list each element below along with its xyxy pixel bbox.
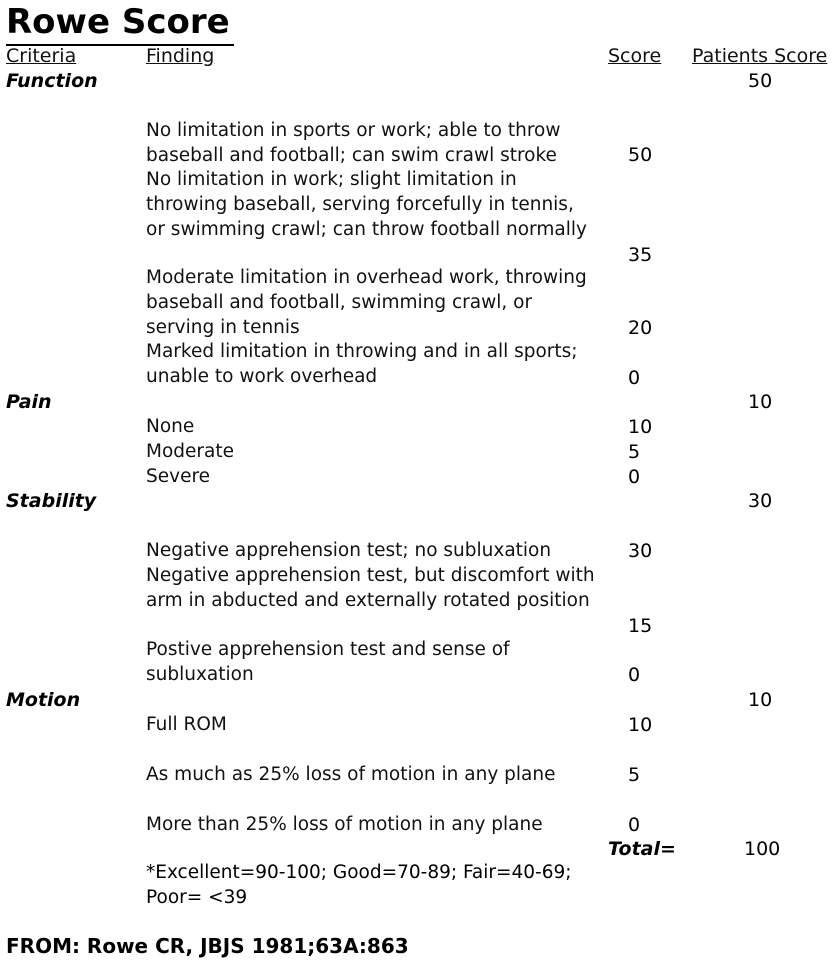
grading-note: *Excellent=90-100; Good=70-89; Fair=40-69; Poor= <39 xyxy=(146,862,572,908)
finding-stability-1: Negative apprehension test; no subluxation xyxy=(146,540,552,561)
score-motion-2: 5 xyxy=(628,764,641,786)
finding-motion-1: Full ROM xyxy=(146,714,227,735)
criteria-motion: Motion xyxy=(6,689,81,711)
score-stability-2: 15 xyxy=(628,615,653,637)
score-function-3: 20 xyxy=(628,317,653,339)
score-pain-2: 5 xyxy=(628,441,641,463)
finding-stability-2: Negative apprehension test, but discomfort with arm in abducted and externally rotated position xyxy=(146,565,595,611)
score-pain-3: 0 xyxy=(628,466,641,488)
score-function-1: 50 xyxy=(628,144,653,166)
total-label: Total= xyxy=(608,838,676,860)
finding-function-1: No limitation in sports or work; able to throw baseball and football; can swim crawl stroke xyxy=(146,120,561,166)
finding-function-3: Moderate limitation in overhead work, throwing baseball and football, swimming crawl, or serving in tennis xyxy=(146,267,587,338)
max-score-pain: 10 xyxy=(748,391,773,413)
max-score-motion: 10 xyxy=(748,689,773,711)
max-score-function: 50 xyxy=(748,70,773,92)
header-patients-score: Patients Score xyxy=(692,45,828,67)
max-score-stability: 30 xyxy=(748,490,773,512)
criteria-function: Function xyxy=(6,70,98,92)
finding-motion-3: More than 25% loss of motion in any plane xyxy=(146,814,543,835)
score-stability-1: 30 xyxy=(628,540,653,562)
score-motion-3: 0 xyxy=(628,814,641,836)
finding-pain-1: None xyxy=(146,416,195,437)
criteria-pain: Pain xyxy=(6,391,52,413)
finding-pain-2: Moderate xyxy=(146,441,234,462)
score-function-4: 0 xyxy=(628,367,641,389)
header-criteria: Criteria xyxy=(6,45,77,67)
finding-motion-2: As much as 25% loss of motion in any plane xyxy=(146,764,556,785)
page-title: Rowe Score xyxy=(6,0,234,46)
criteria-stability: Stability xyxy=(6,490,97,512)
score-function-2: 35 xyxy=(628,244,653,266)
score-motion-1: 10 xyxy=(628,714,653,736)
finding-function-2: No limitation in work; slight limitation in throwing baseball, serving forcefully in tennis, or swimming crawl; can throw football normally xyxy=(146,169,587,240)
total-value: 100 xyxy=(744,838,781,860)
score-pain-1: 10 xyxy=(628,416,653,438)
finding-stability-3: Postive apprehension test and sense of subluxation xyxy=(146,639,510,685)
finding-pain-3: Severe xyxy=(146,466,211,487)
header-score: Score xyxy=(608,45,662,67)
source-citation: FROM: Rowe CR, JBJS 1981;63A:863 xyxy=(6,934,409,958)
header-finding: Finding xyxy=(146,45,215,67)
finding-function-4: Marked limitation in throwing and in all sports; unable to work overhead xyxy=(146,341,578,387)
score-stability-3: 0 xyxy=(628,664,641,686)
